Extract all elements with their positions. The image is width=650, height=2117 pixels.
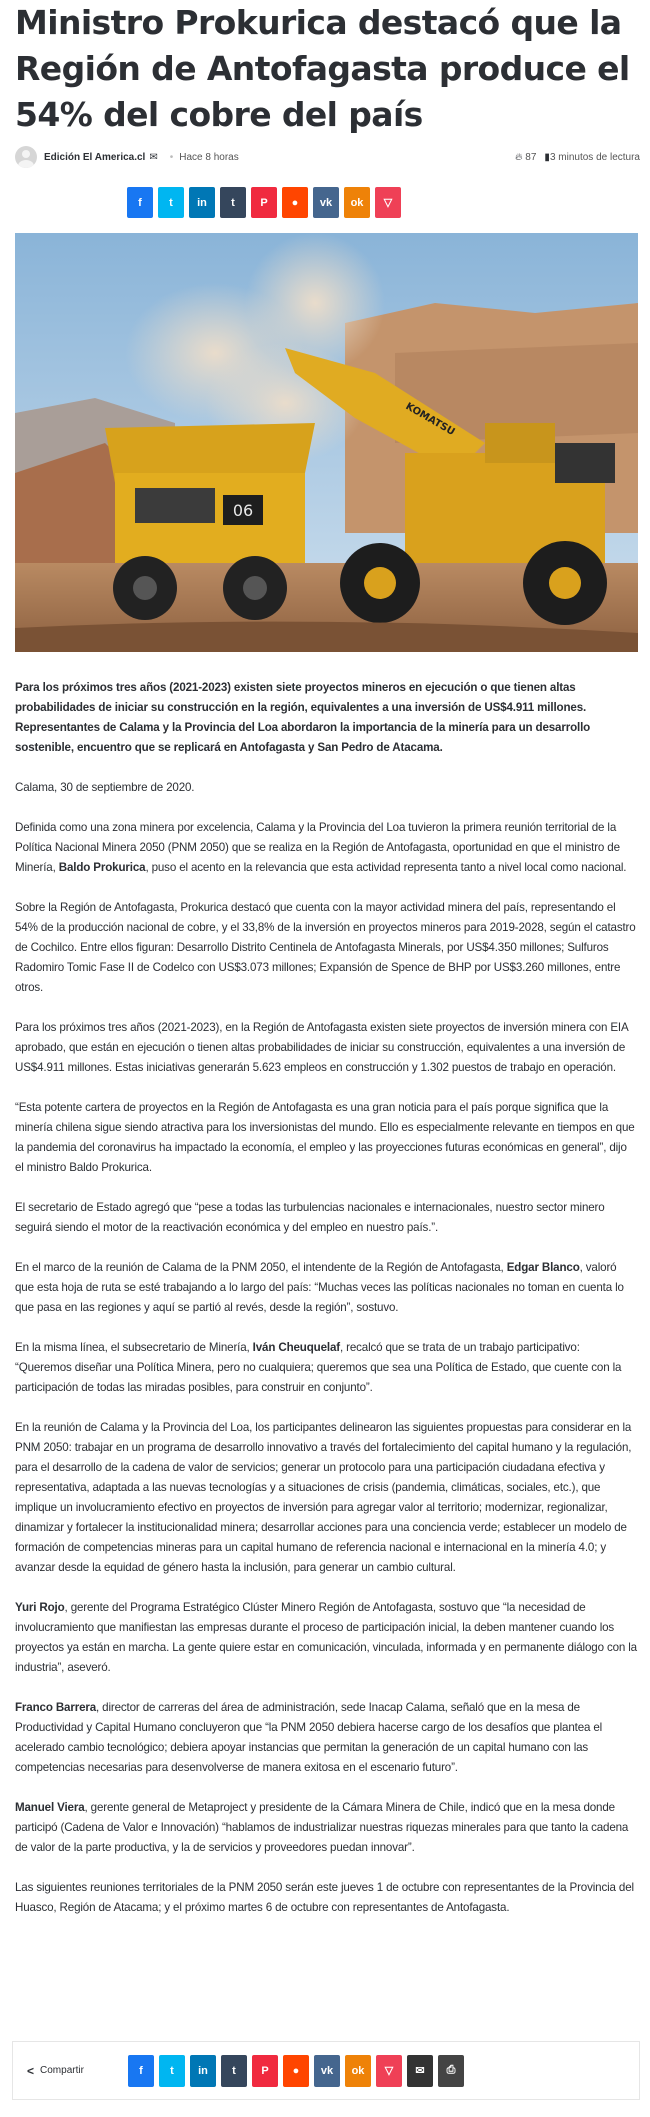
- text-segment: Las siguientes reuniones territoriales de la PNM 2050 serán este jueves 1 de octubre con representantes de la Provincia del Huasco, Región de Atacama; y el próximo martes 6 de octubre con representantes de Antofagasta.: [15, 1881, 634, 1914]
- email-icon: ✉: [415, 2065, 425, 2077]
- text-segment: Sobre la Región de Antofagasta, Prokurica destacó que cuenta con la mayor actividad minera del país, representando el 54% de la producción nacional de cobre, y el 33,8% de la inversión en proyectos mineros para 2019-2028, según el catastro de Cochilco. Entre ellos figuran: Desarrollo Distrito Centinela de Antofagasta Minerals, por US$4.350 millones; Sulfuros Radomiro Tomic Fase II de Codelco con US$3.073 millones; Expansión de Spence de BHP por US$3.260 millones, entre otros.: [15, 901, 636, 994]
- share-label: [13, 2064, 128, 2078]
- share-pocket-button[interactable]: [375, 187, 401, 218]
- views-count: [515, 152, 536, 163]
- share-linkedin-button[interactable]: [189, 187, 215, 218]
- article-paragraph: [15, 1258, 637, 1318]
- article-paragraph: [15, 1598, 637, 1678]
- twitter-icon: t: [169, 196, 173, 209]
- share-pinterest-button[interactable]: [251, 187, 277, 218]
- vk-icon: vk: [320, 2064, 334, 2077]
- text-segment: “Esta potente cartera de proyectos en la Región de Antofagasta es una gran noticia para el país porque significa que la minería chilena sigue siendo atractiva para los inversionistas del mundo. Ello es especialmente relevante en tiempos en que la pandemia del coronavirus ha impactado la economía, el empleo y las proyecciones futuras económicas en general”, dijo el ministro Baldo Prokurica.: [15, 1101, 635, 1174]
- article-paragraph: [15, 898, 637, 998]
- linkedin-icon: in: [198, 2064, 208, 2077]
- author-avatar[interactable]: [15, 146, 37, 168]
- facebook-icon: f: [138, 196, 142, 209]
- text-segment: , gerente general de Metaproject y presidente de la Cámara Minera de Chile, indicó que en la mesa donde participó (Cadena de Valor e Innovación) “hablamos de industrializar nuestras riquezas minerales para que tanto la cadena de valor de la parte productiva, y la de servicios y proveedores puedan innovar”.: [15, 1801, 629, 1854]
- mining-truck-image: [15, 233, 638, 652]
- twitter-icon: t: [170, 2064, 174, 2077]
- reading-time: [544, 152, 640, 163]
- truck-number: 06: [232, 501, 254, 520]
- article-paragraph: [15, 1338, 637, 1398]
- bold-text: Iván Cheuquelaf: [252, 1341, 340, 1354]
- bold-text: Baldo Prokurica: [58, 861, 146, 874]
- tumblr-icon: t: [232, 2064, 236, 2077]
- reading-time-value: 3 minutos de lectura: [549, 151, 640, 163]
- pocket-icon: ▽: [384, 2065, 394, 2077]
- facebook-icon: f: [139, 2064, 143, 2077]
- separator-dot: •: [169, 151, 174, 163]
- text-segment: En el marco de la reunión de Calama de la PNM 2050, el intendente de la Región de Antofagasta,: [15, 1261, 507, 1274]
- text-segment: , recalcó que se trata de un trabajo participativo: “Queremos diseñar una Política Minera, pero no cualquiera; queremos que sea una Política de Estado, que cuente con la participación de todas las miradas posibles, para construir en conjunto”.: [15, 1341, 622, 1394]
- share-odnoklassniki-button[interactable]: [345, 2055, 371, 2087]
- reddit-icon: ●: [292, 2064, 300, 2077]
- article-paragraph: [15, 818, 637, 878]
- share-buttons-bottom: [128, 2055, 464, 2087]
- share-print-button[interactable]: [438, 2055, 464, 2087]
- fire-icon: 🔥︎: [515, 151, 523, 163]
- share-vk-button[interactable]: [313, 187, 339, 218]
- views-value: 87: [525, 151, 537, 163]
- text-segment: Definida como una zona minera por excelencia, Calama y la Provincia del Loa tuvieron la primera reunión territorial de la Política Nacional Minera 2050 (PNM 2050) que se realiza en la Región de Antofagasta, oportunidad en que el ministro de Minería,: [15, 821, 620, 874]
- article-paragraph: [15, 1418, 637, 1578]
- bold-text: Para los próximos tres años (2021-2023) existen siete proyectos mineros en ejecución o que tienen altas probabilidades de iniciar su construcción en la región, equivalentes a una inversión de US$4.911 millones. Representantes de Calama y la Provincia del Loa abordaron la importancia de la minería para un desarrollo sostenible, encuentro que se replicará en Antofagasta y San Pedro de Atacama.: [15, 681, 591, 754]
- share-label-text: Compartir: [40, 2065, 84, 2076]
- text-segment: , gerente del Programa Estratégico Clúster Minero Región de Antofagasta, sostuvo que “la necesidad de involucramiento que manifiestan las empresas durante el proceso de participación inicial, la deben mantener cuando los proyectos ya están en marcha. La gente quiere estar en comunicación, vinculada, informada y en permanente diálogo con la industria”, aseveró.: [15, 1601, 637, 1674]
- article-paragraph: [15, 1198, 637, 1238]
- envelope-icon[interactable]: ✉: [149, 151, 158, 163]
- share-box-bottom: [12, 2041, 640, 2100]
- share-pocket-button[interactable]: [376, 2055, 402, 2087]
- article-paragraph: [15, 1018, 637, 1078]
- post-time: Hace 8 horas: [179, 151, 239, 163]
- share-odnoklassniki-button[interactable]: [344, 187, 370, 218]
- text-segment: Calama, 30 de septiembre de 2020.: [15, 781, 195, 794]
- article-paragraph: [15, 1878, 637, 1918]
- bold-text: Manuel Viera: [15, 1801, 85, 1814]
- text-segment: En la misma línea, el subsecretario de Minería,: [15, 1341, 253, 1354]
- hero-image: [15, 233, 638, 652]
- pocket-icon: ▽: [383, 197, 393, 209]
- share-pinterest-button[interactable]: [252, 2055, 278, 2087]
- share-vk-button[interactable]: [314, 2055, 340, 2087]
- truck-brand: KOMATSU: [403, 401, 457, 439]
- article-meta: [15, 145, 640, 169]
- linkedin-icon: in: [197, 196, 207, 209]
- share-buttons-top: [127, 187, 401, 218]
- bold-text: Edgar Blanco: [506, 1261, 580, 1274]
- text-segment: El secretario de Estado agregó que “pese a todas las turbulencias nacionales e internacionales, nuestro sector minero seguirá siendo el motor de la reactivación económica y del empleo en nuestro país.”.: [15, 1201, 605, 1234]
- article-body: [15, 678, 637, 1938]
- text-segment: , puso el acento en la relevancia que esta actividad representa tanto a nivel local como nacional.: [145, 861, 627, 874]
- share-facebook-button[interactable]: [128, 2055, 154, 2087]
- share-icon: <: [27, 2063, 35, 2078]
- article-paragraph: [15, 1698, 637, 1778]
- article-paragraph: [15, 1098, 637, 1178]
- article-title: Ministro Prokurica destacó que la Región de Antofagasta produce el 54% del cobre del país: [15, 3, 630, 134]
- share-twitter-button[interactable]: [158, 187, 184, 218]
- article-paragraph: [15, 778, 637, 798]
- share-linkedin-button[interactable]: [190, 2055, 216, 2087]
- share-facebook-button[interactable]: [127, 187, 153, 218]
- tumblr-icon: t: [231, 196, 235, 209]
- share-email-button[interactable]: [407, 2055, 433, 2087]
- odnoklassniki-icon: ok: [351, 2064, 365, 2077]
- bold-text: Yuri Rojo: [15, 1601, 65, 1614]
- text-segment: En la reunión de Calama y la Provincia del Loa, los participantes delinearon las siguientes propuestas para considerar en la PNM 2050: trabajar en un programa de desarrollo innovativo a través del fortalecimiento del capital humano y la regulación, para el desarrollo de la cadena de valor de servicios; generar un protocolo para una participación ciudadana efectiva y representativa, adaptada a las nuevas tecnologías y a situaciones de crisis (pandemia, climáticas, sociales, etc.), que implique un involucramiento efectivo en proyectos de inversión para agregar valor al territorio; modernizar, regionalizar, dinamizar y fortalecer la institucionalidad minera; desarrollar acciones para una conciencia verde; establecer un modelo de formación de competencias mineras para un capital humano de referencia nacional e internacional en la minería 4.0; y avanzar desde la equidad de género hasta la inclusión, para generar un cambio cultural.: [15, 1421, 632, 1574]
- pinterest-icon: P: [260, 196, 268, 209]
- text-segment: Para los próximos tres años (2021-2023), en la Región de Antofagasta existen siete proyectos de inversión minera con EIA aprobado, que están en ejecución o tienen altas probabilidades de iniciar su construcción, equivalentes a una inversión de US$4.911 millones. Estas iniciativas generarán 5.623 empleos en construcción y 1.302 puestos de trabajo en operación.: [15, 1021, 628, 1074]
- bookmark-icon: ▮: [544, 151, 550, 163]
- print-icon: ⎙: [446, 2064, 456, 2076]
- pinterest-icon: P: [261, 2064, 269, 2077]
- share-reddit-button[interactable]: [282, 187, 308, 218]
- share-tumblr-button[interactable]: [220, 187, 246, 218]
- reddit-icon: ●: [291, 196, 299, 209]
- text-segment: , director de carreras del área de administración, sede Inacap Calama, señaló que en la mesa de Productividad y Capital Humano concluyeron que “la PNM 2050 debiera hacerse cargo de los desafíos que plantea el acelerado cambio tecnológico; debiera apoyar instancias que permitan la generación de un capital humano con las competencias necesarias para desenvolverse de manera exitosa en el escenario futuro”.: [15, 1701, 603, 1774]
- article-paragraph: [15, 678, 637, 758]
- bold-text: Franco Barrera: [15, 1701, 97, 1714]
- share-twitter-button[interactable]: [159, 2055, 185, 2087]
- author-link[interactable]: Edición El America.cl: [44, 151, 146, 163]
- share-tumblr-button[interactable]: [221, 2055, 247, 2087]
- share-reddit-button[interactable]: [283, 2055, 309, 2087]
- odnoklassniki-icon: ok: [350, 196, 364, 209]
- article-paragraph: [15, 1798, 637, 1858]
- text-segment: , valoró que esta hoja de ruta se esté trabajando a lo largo del país: “Muchas veces las políticas nacionales no toman en cuenta lo que pasa en las regiones y aquí se partió al revés, desde la región”, sostuvo.: [15, 1261, 624, 1314]
- vk-icon: vk: [319, 196, 333, 209]
